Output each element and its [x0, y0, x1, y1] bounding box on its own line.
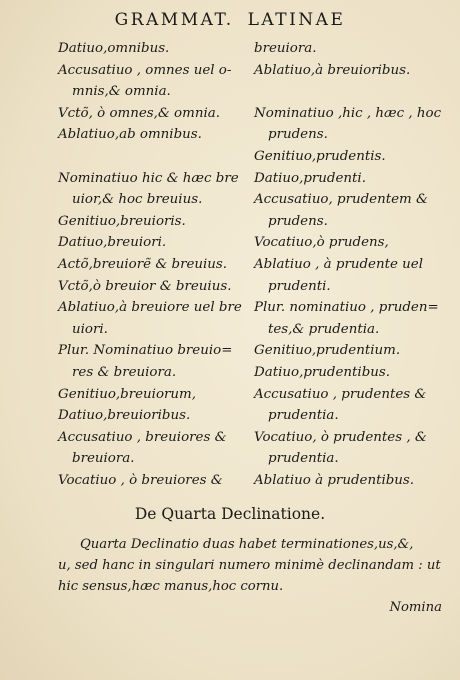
declension-entry [254, 146, 454, 168]
entry-line: Vocatiuo , ò breuiores & [58, 472, 223, 488]
declension-entry [58, 38, 248, 60]
declension-entry [58, 297, 248, 340]
entry-line: Vctõ,ò breuior & breuius. [58, 278, 232, 294]
entry-line: Ablatiuo,à breuiore uel bre [58, 300, 242, 316]
entry-line: Plur. Nominatiuo breuio= [58, 343, 233, 359]
declension-entry [254, 362, 454, 384]
entry-line: Datiuo,prudenti. [254, 170, 366, 186]
declension-entry [58, 211, 248, 233]
right-column [254, 38, 454, 491]
declension-entry [58, 254, 248, 276]
declension-entry [254, 38, 454, 60]
entry-line: Datiuo,omnibus. [58, 41, 170, 56]
declension-entry [254, 427, 454, 470]
entry-line: Vocatiuo,ò prudens, [254, 235, 389, 251]
entry-line: Genitiuo,prudentis. [254, 148, 386, 164]
declension-entry [58, 124, 248, 146]
declension-entry [254, 232, 454, 254]
declension-entry [254, 297, 454, 340]
entry-line: Ablatiuo à prudentibus. [254, 472, 415, 488]
declension-entry [58, 340, 248, 383]
entry-line: Datiuo,breuiori. [58, 235, 167, 251]
entry-line: Actõ,breuiorẽ & breuius. [58, 256, 228, 272]
left-column [58, 38, 248, 491]
catchword: Nomina [389, 600, 442, 615]
entry-line: Genitiuo,breuioris. [58, 213, 186, 229]
section-title: De Quarta Declinatione. [134, 505, 326, 523]
entry-continuation: uiori. [72, 321, 108, 337]
entry-line: Plur. nominatiuo , pruden= [254, 300, 439, 316]
declension-entry [58, 168, 248, 211]
entry-line: Accusatiuo , breuiores & [58, 429, 227, 445]
entry-line: Ablatiuo , à prudente uel [254, 256, 423, 272]
entry-line: Accusatiuo, prudentem & [254, 192, 428, 208]
declension-entry [254, 340, 454, 362]
entry-continuation: tes,& prudentia. [268, 321, 380, 337]
declension-entry [58, 470, 248, 492]
entry-line: Vocatiuo, ò prudentes , & [254, 429, 427, 445]
entry-continuation: prudentia. [268, 451, 339, 467]
declension-entry [58, 232, 248, 254]
blank-line [254, 81, 454, 103]
entry-line: Datiuo,prudentibus. [254, 364, 391, 380]
entry-line: Accusatiuo , prudentes & [254, 386, 427, 402]
declension-entry [254, 254, 454, 297]
declension-entry [254, 103, 454, 146]
blank-line [58, 146, 248, 168]
paragraph-line: hic sensus,hæc manus,hoc cornu. [58, 579, 284, 594]
entry-line: Accusatiuo , omnes uel o- [58, 62, 232, 78]
entry-line: Genitiuo,breuiorum, [58, 386, 196, 402]
declension-entry [254, 384, 454, 427]
declension-entry [254, 470, 454, 492]
entry-continuation: prudenti. [268, 278, 331, 294]
declension-entry [58, 60, 248, 103]
declension-entry [254, 60, 454, 82]
entry-line: Vctõ, ò omnes,& omnia. [58, 105, 220, 121]
paragraph-line: Quarta Declinatio duas habet terminationes,us,&, [80, 537, 414, 552]
entry-line: Ablatiuo,ab omnibus. [58, 127, 202, 143]
declension-entry [58, 405, 248, 427]
declension-entry [58, 427, 248, 470]
running-header: GRAMMAT. LATINAE [114, 10, 346, 30]
entry-continuation: mnis,& omnia. [72, 84, 171, 100]
declension-entry [58, 276, 248, 298]
entry-line: Datiuo,breuioribus. [58, 408, 191, 424]
entry-line: breuiora. [254, 41, 317, 56]
entry-continuation: res & breuiora. [72, 364, 177, 380]
entry-continuation: prudens. [268, 213, 328, 229]
declension-entry [254, 168, 454, 190]
paragraph-line: u, sed hanc in singulari numero minimè declinandam : ut [58, 558, 441, 573]
entry-continuation: breuiora. [72, 451, 135, 467]
entry-line: Nominatiuo ,hic , hæc , hoc [254, 105, 442, 121]
declension-entry [254, 189, 454, 232]
declension-entry [58, 384, 248, 406]
body-paragraph [58, 534, 442, 597]
entry-line: Ablatiuo,à breuioribus. [254, 62, 411, 78]
declension-entry [58, 103, 248, 125]
entry-line: Nominatiuo hic & hæc bre [58, 170, 239, 186]
entry-line: Genitiuo,prudentium. [254, 343, 401, 359]
entry-continuation: uior,& hoc breuius. [72, 192, 203, 208]
entry-continuation: prudentia. [268, 408, 339, 424]
entry-continuation: prudens. [268, 127, 328, 143]
